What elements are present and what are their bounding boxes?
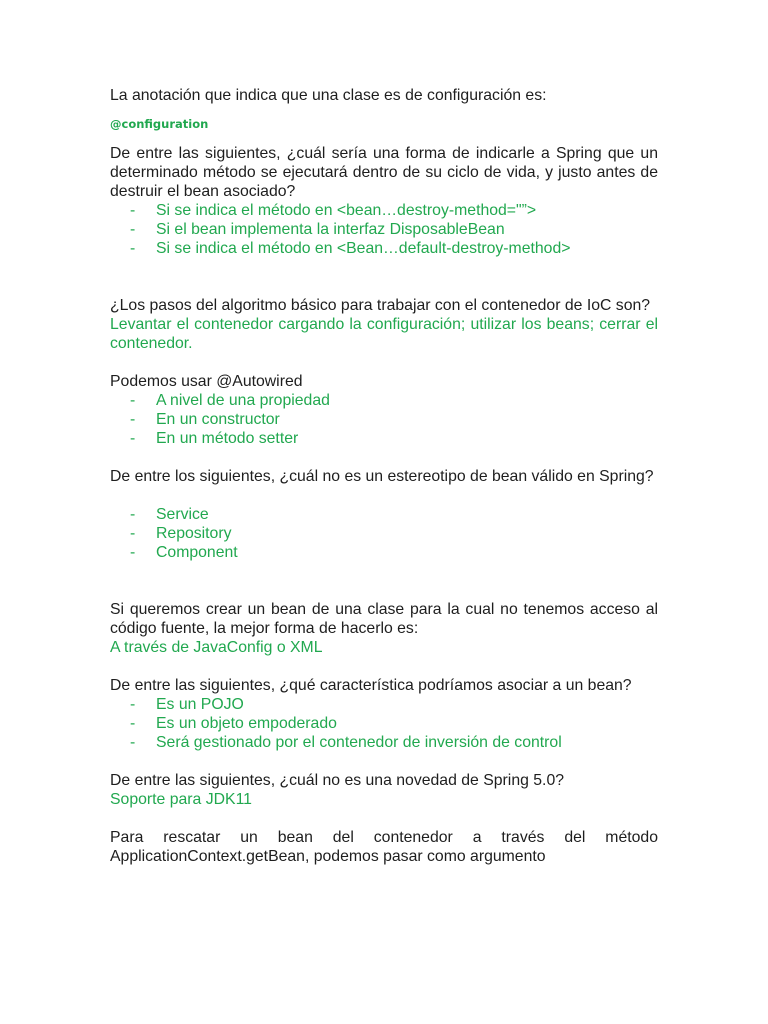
question-7: De entre las siguientes, ¿qué característica podríamos asociar a un bean?: [110, 677, 632, 694]
question-2: De entre las siguientes, ¿cuál sería una forma de indicarle a Spring que un determinado método se ejecutará dentro de su ciclo de vida, y justo antes de destruir el bean asociado?: [110, 145, 658, 200]
option-item: [110, 239, 658, 258]
dash-bullet: -: [130, 734, 136, 751]
option-text: En un método setter: [156, 430, 299, 447]
answer-1: @configuration: [110, 117, 209, 131]
options-list-2: [110, 201, 658, 258]
answer-3: Levantar el contenedor cargando la configuración; utilizar los beans; cerrar el contenedor.: [110, 316, 658, 352]
option-item: [110, 391, 658, 410]
options-list-5: [110, 505, 658, 562]
option-text: Es un objeto empoderado: [156, 715, 337, 732]
question-3: ¿Los pasos del algoritmo básico para trabajar con el contenedor de IoC son?: [110, 297, 651, 314]
dash-bullet: -: [130, 240, 136, 257]
option-item: [110, 505, 658, 524]
dash-bullet: -: [130, 392, 136, 409]
option-item: [110, 220, 658, 239]
option-text: Es un POJO: [156, 696, 244, 713]
option-text: Si el bean implementa la interfaz DisposableBean: [156, 221, 505, 238]
answer-6: A través de JavaConfig o XML: [110, 639, 323, 656]
dash-bullet: -: [130, 221, 136, 238]
dash-bullet: -: [130, 525, 136, 542]
option-item: [110, 733, 658, 752]
option-item: [110, 543, 658, 562]
dash-bullet: -: [130, 696, 136, 713]
option-item: [110, 714, 658, 733]
question-1: La anotación que indica que una clase es de configuración es:: [110, 87, 547, 104]
question-5: De entre los siguientes, ¿cuál no es un estereotipo de bean válido en Spring?: [110, 468, 654, 485]
dash-bullet: -: [130, 715, 136, 732]
option-text: Service: [156, 506, 209, 523]
option-text: Será gestionado por el contenedor de inversión de control: [156, 734, 562, 751]
question-9: Para rescatar un bean del contenedor a través del método ApplicationContext.getBean, podemos pasar como argumento: [110, 829, 658, 865]
question-6: Si queremos crear un bean de una clase para la cual no tenemos acceso al código fuente, la mejor forma de hacerlo es:: [110, 601, 658, 637]
dash-bullet: -: [130, 430, 136, 447]
question-4: Podemos usar @Autowired: [110, 373, 303, 390]
dash-bullet: -: [130, 544, 136, 561]
dash-bullet: -: [130, 202, 136, 219]
option-text: A nivel de una propiedad: [156, 392, 330, 409]
option-text: Repository: [156, 525, 232, 542]
option-text: En un constructor: [156, 411, 280, 428]
document-page: [110, 86, 658, 866]
dash-bullet: -: [130, 506, 136, 523]
option-item: [110, 524, 658, 543]
option-item: [110, 695, 658, 714]
option-item: [110, 201, 658, 220]
option-text: Component: [156, 544, 238, 561]
option-text: Si se indica el método en <Bean…default-destroy-method>: [156, 240, 571, 257]
options-list-4: [110, 391, 658, 448]
options-list-7: [110, 695, 658, 752]
option-text: Si se indica el método en <bean…destroy-method="”>: [156, 202, 537, 219]
answer-8: Soporte para JDK11: [110, 791, 252, 808]
option-item: [110, 410, 658, 429]
question-8: De entre las siguientes, ¿cuál no es una novedad de Spring 5.0?: [110, 772, 565, 789]
option-item: [110, 429, 658, 448]
dash-bullet: -: [130, 411, 136, 428]
